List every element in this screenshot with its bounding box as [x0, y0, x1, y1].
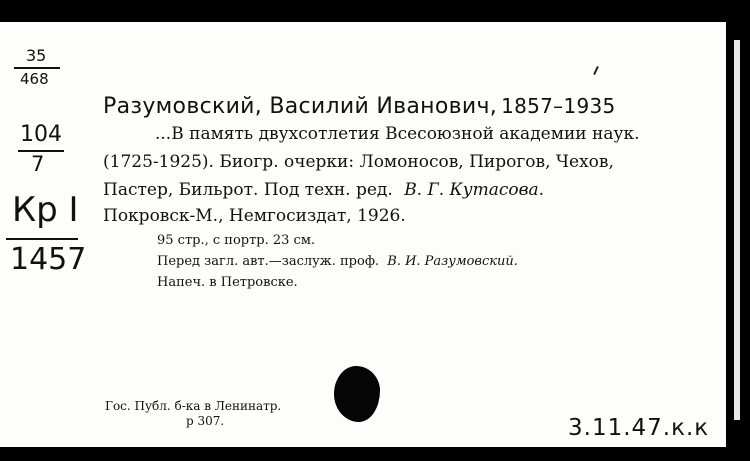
adjacent-card-edge: [734, 40, 740, 420]
note-person: В. И. Разумовский.: [387, 254, 518, 269]
pen-mark: [593, 66, 599, 75]
imprint: Покровск-М., Немгосиздат, 1926.: [103, 206, 406, 226]
physical-description: 95 стр., с портр. 23 см.: [157, 233, 316, 248]
scan-border-right: [726, 0, 750, 461]
author-dates: 1857–1935: [501, 94, 616, 118]
scan-border-top: [0, 0, 726, 22]
note-prefix: Перед загл. авт.—заслуж. проф.: [157, 254, 380, 269]
printed-note: Напеч. в Петровске.: [157, 275, 298, 290]
shelfmark-c-numerator: Кр I: [12, 190, 79, 230]
shelfmark-b-numerator: 104: [20, 122, 62, 147]
editor-name: В. Г. Кутасова.: [404, 180, 545, 200]
title-line-1: ...В память двухсотлетия Всесоюзной академии наук.: [155, 124, 640, 144]
shelfmark-b-denominator: 7: [31, 152, 45, 176]
shelfmark-c-denominator: 1457: [10, 242, 87, 277]
author-heading: [103, 94, 616, 119]
scan-border-bottom: [0, 447, 726, 461]
note-line: [157, 254, 518, 269]
shelfmark-a-denominator: 468: [20, 70, 49, 88]
shelfmark-a-numerator: 35: [26, 46, 47, 65]
fraction-line: [6, 238, 78, 240]
library-stamp-line-1: Гос. Публ. б-ка в Ленинатр.: [105, 399, 282, 413]
fraction-line: [14, 67, 60, 69]
title-line-3: [103, 180, 544, 200]
title-line-2: (1725-1925). Биогр. очерки: Ломоносов, Пирогов, Чехов,: [103, 152, 614, 172]
bottom-code: 3.11.47.к.к: [568, 415, 710, 441]
author-name: Разумовский, Василий Иванович,: [103, 94, 498, 119]
library-stamp-line-2: р 307.: [186, 414, 225, 428]
ink-blot: [334, 366, 380, 422]
title-line-3-text: Пастер, Бильрот. Под техн. ред.: [103, 180, 393, 200]
